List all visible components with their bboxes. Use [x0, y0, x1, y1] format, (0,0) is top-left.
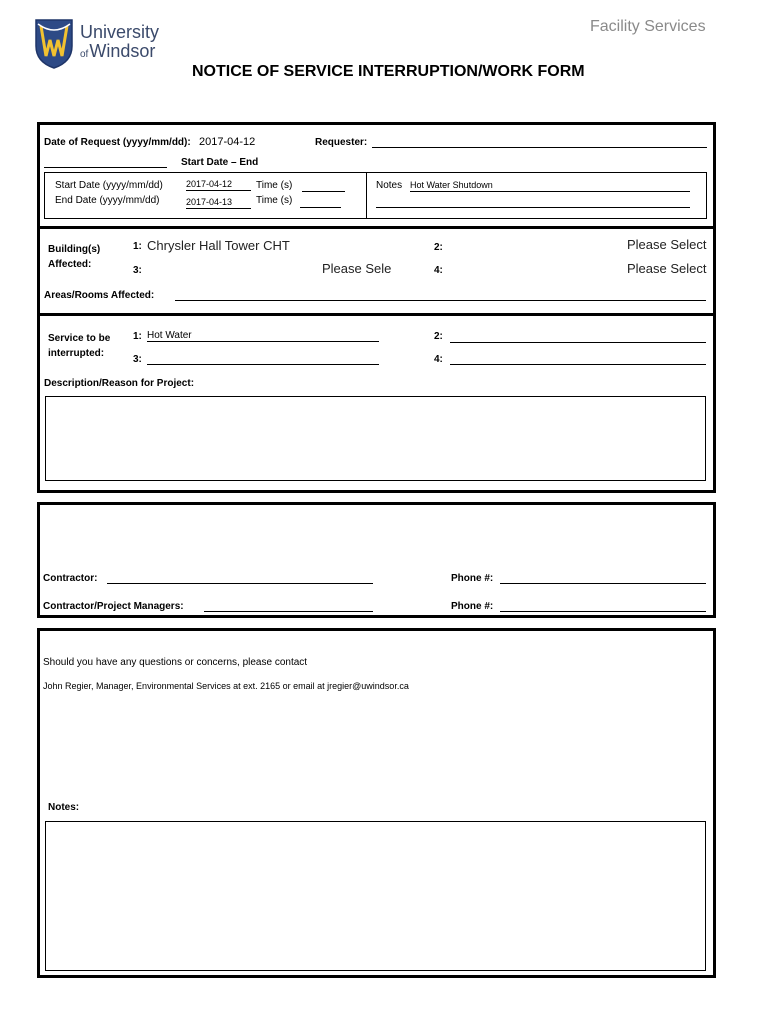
start-time-field[interactable]	[302, 180, 345, 192]
form-title: NOTICE OF SERVICE INTERRUPTION/WORK FORM	[192, 63, 585, 80]
contractor-label: Contractor:	[43, 573, 98, 584]
contact-details: John Regier, Manager, Environmental Services at ext. 2165 or email at jregier@uwindsor.ca	[43, 681, 409, 691]
end-date-label: End Date (yyyy/mm/dd)	[55, 195, 160, 206]
date-of-request-label: Date of Request (yyyy/mm/dd):	[44, 137, 191, 148]
phone-field[interactable]	[500, 572, 706, 584]
service-2-number: 2:	[434, 331, 443, 342]
date-of-request-field[interactable]: 2017-04-12	[199, 136, 256, 148]
building-2-select[interactable]: Please Select	[627, 237, 707, 252]
service-1-field[interactable]: Hot Water	[147, 330, 379, 342]
building-3-number: 3:	[133, 265, 142, 276]
service-4-number: 4:	[434, 354, 443, 365]
logo-windsor-text: ofWindsor	[80, 41, 156, 61]
section-divider	[37, 226, 716, 229]
building-2-number: 2:	[434, 242, 443, 253]
buildings-label: Building(s) Affected:	[48, 244, 101, 270]
university-crest-logo	[32, 16, 76, 70]
notes-label: Notes	[376, 180, 403, 191]
start-date-field[interactable]: 2017-04-12	[186, 179, 251, 191]
service-3-number: 3:	[133, 354, 142, 365]
service-4-field[interactable]	[450, 353, 706, 365]
notes-field-line1[interactable]: Hot Water Shutdown	[410, 180, 690, 192]
end-time-field[interactable]	[300, 196, 341, 208]
project-managers-field[interactable]	[204, 600, 373, 612]
phone-2-field[interactable]	[500, 600, 706, 612]
phone-2-label: Phone #:	[451, 601, 494, 612]
end-date-field[interactable]: 2017-04-13	[186, 197, 251, 209]
description-label: Description/Reason for Project:	[44, 378, 195, 389]
building-3-select[interactable]: Please Sele	[322, 261, 392, 276]
logo-university-text: University	[80, 22, 160, 42]
notes-field-line2[interactable]	[376, 196, 690, 208]
service-1-number: 1:	[133, 331, 142, 342]
building-4-select[interactable]: Please Select	[627, 261, 707, 276]
requester-label: Requester:	[315, 137, 368, 148]
contact-intro: Should you have any questions or concerns, please contact	[43, 657, 308, 668]
requester-field[interactable]	[372, 136, 707, 148]
contractor-field[interactable]	[107, 572, 373, 584]
building-4-number: 4:	[434, 265, 443, 276]
service-label: Service to be interrupted:	[48, 333, 111, 359]
end-time-label: Time (s)	[256, 195, 293, 206]
areas-affected-label: Areas/Rooms Affected:	[44, 290, 155, 301]
service-3-field[interactable]	[147, 353, 379, 365]
section-divider	[37, 313, 716, 316]
start-time-label: Time (s)	[256, 180, 293, 191]
start-date-label: Start Date (yyyy/mm/dd)	[55, 180, 163, 191]
project-managers-label: Contractor/Project Managers:	[43, 601, 184, 612]
department-name: Facility Services	[590, 18, 706, 35]
start-end-date-heading: Start Date – End	[181, 157, 259, 168]
building-1-number: 1:	[133, 241, 142, 252]
building-1-select[interactable]: Chrysler Hall Tower CHT	[147, 238, 290, 253]
phone-label: Phone #:	[451, 573, 494, 584]
notes-section-label: Notes:	[48, 802, 80, 813]
notes-textarea[interactable]	[45, 821, 706, 971]
description-textarea[interactable]	[45, 396, 706, 481]
areas-affected-field[interactable]	[175, 289, 706, 301]
continuation-line	[44, 156, 167, 168]
service-2-field[interactable]	[450, 331, 706, 343]
notes-divider	[366, 172, 367, 219]
